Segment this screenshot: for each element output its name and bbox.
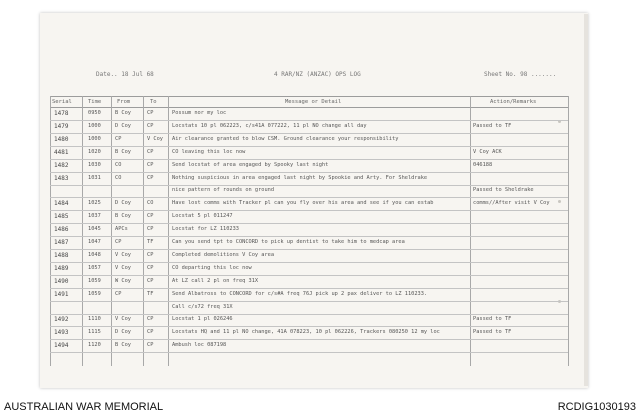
table-row <box>50 173 568 185</box>
table-row <box>50 121 568 133</box>
from-cell: CP <box>115 135 122 142</box>
message-cell: Locstat 1 pl 026246 <box>172 316 233 323</box>
from-cell: CP <box>115 239 122 245</box>
serial-cell: 1485 <box>54 213 69 221</box>
time-cell: 1057 <box>88 264 101 271</box>
table-row <box>50 224 568 236</box>
from-cell: V Coy <box>115 264 131 271</box>
log-date: Date.. 18 Jul 68 <box>96 71 154 78</box>
to-cell: CP <box>147 174 154 181</box>
from-cell: CP <box>115 290 122 297</box>
row-rule <box>50 352 568 353</box>
message-cell: CO departing this loc now <box>172 264 252 271</box>
message-cell: Locstats 10 pl 062223, c/s41A 077222, 11 pl NO change all day <box>172 122 367 129</box>
column-divider <box>568 96 569 366</box>
message-cell: Send locstat of area engaged by Spooky last night <box>172 161 329 168</box>
from-cell: CO <box>115 174 122 181</box>
message-cell: nice pattern of rounds on ground <box>172 187 275 194</box>
action-cell: comms//After visit V Coy <box>473 200 550 207</box>
time-cell: 1115 <box>88 329 101 336</box>
serial-cell: 1492 <box>54 316 69 324</box>
from-cell: B Coy <box>115 342 131 349</box>
time-cell: 1030 <box>88 161 101 168</box>
table-row <box>50 198 568 210</box>
table-top-rule <box>50 96 568 97</box>
message-cell: Ambush loc 087198 <box>172 342 227 349</box>
table-row <box>50 237 568 249</box>
table-row <box>50 108 568 120</box>
message-cell: Can you send tpt to CONCORD to pick up dentist to take him to medcap area <box>172 239 405 245</box>
table-row <box>50 250 568 262</box>
to-cell: TF <box>147 290 154 297</box>
message-cell: Have lost comms with Tracker pl can you fly over his area and see if you can estab <box>172 200 434 207</box>
sheet-number: Sheet No. 98 ....... <box>484 71 557 78</box>
column-header-to: To <box>150 99 157 105</box>
from-cell: B Coy <box>115 213 131 220</box>
from-cell: D Coy <box>115 200 131 207</box>
serial-cell: 1483 <box>54 174 69 182</box>
serial-cell: 1486 <box>54 226 69 234</box>
time-cell: 1025 <box>88 200 101 207</box>
table-row <box>50 340 568 352</box>
table-row <box>50 185 568 197</box>
action-cell: Passed to Sheldrake <box>473 187 534 194</box>
serial-cell: 1490 <box>54 277 69 285</box>
serial-cell: 1482 <box>54 161 69 169</box>
time-cell: 1031 <box>88 174 101 181</box>
from-cell: V Coy <box>115 316 131 323</box>
serial-cell: 1479 <box>54 122 69 130</box>
time-cell: 1000 <box>88 122 101 129</box>
action-cell: V Coy ACK <box>473 148 502 155</box>
to-cell: CP <box>147 342 154 349</box>
table-row <box>50 134 568 146</box>
table-row <box>50 263 568 275</box>
to-cell: CP <box>147 251 154 258</box>
table-row <box>50 302 568 314</box>
to-cell: CP <box>147 110 154 116</box>
message-cell: Send Albatross to CONCORD for c/s#A freq 76J pick up 2 pax deliver to LZ 110233. <box>172 290 428 297</box>
time-cell: 1059 <box>88 290 101 297</box>
column-header-from: From <box>117 99 131 105</box>
action-cell: 046188 <box>473 161 493 168</box>
from-cell: D Coy <box>115 122 131 129</box>
serial-cell: 1488 <box>54 251 69 259</box>
serial-cell: 1494 <box>54 342 69 350</box>
serial-cell: 1480 <box>54 135 69 143</box>
to-cell: V Coy <box>147 135 163 142</box>
message-cell: Air clearance granted to blow CSM. Ground clearance your responsibility <box>172 135 399 142</box>
message-cell: CO leaving this loc now <box>172 148 246 155</box>
message-cell: Locstat 5 pl 011247 <box>172 213 233 220</box>
to-cell: CP <box>147 148 154 155</box>
time-cell: 1110 <box>88 316 101 323</box>
time-cell: 1045 <box>88 226 101 233</box>
column-header-serial: Serial <box>52 99 72 105</box>
message-cell: Call c/s72 freq 31X <box>172 303 233 310</box>
from-cell: V Coy <box>115 251 131 258</box>
serial-cell: 1478 <box>54 110 69 117</box>
time-cell: 1000 <box>88 135 101 142</box>
message-cell: Completed demolitions V Coy area <box>172 251 275 258</box>
column-header-time: Time <box>88 99 102 105</box>
serial-cell: 1491 <box>54 290 69 298</box>
from-cell: D Coy <box>115 329 131 336</box>
from-cell: B Coy <box>115 148 131 155</box>
message-cell: Possum nor my loc <box>172 110 227 116</box>
column-header-message: Message or Detail <box>285 99 342 105</box>
serial-cell: 1487 <box>54 239 69 246</box>
from-cell: APCs <box>115 226 128 233</box>
to-cell: CP <box>147 226 154 233</box>
serial-cell: 4481 <box>54 148 69 156</box>
serial-cell: 1484 <box>54 200 69 208</box>
time-cell: 1048 <box>88 251 101 258</box>
table-row <box>50 327 568 339</box>
to-cell: CO <box>147 200 154 207</box>
to-cell: CP <box>147 316 154 323</box>
serial-cell: 1493 <box>54 329 69 337</box>
table-row <box>50 289 568 301</box>
message-cell: Locstats HQ and 11 pl NO change, 41A 078223, 10 pl 062226, Trackers 080250 12 my loc <box>172 329 440 336</box>
time-cell: 1020 <box>88 148 101 155</box>
from-cell: CO <box>115 161 122 168</box>
log-title: 4 RAR/NZ (ANZAC) OPS LOG <box>274 71 361 78</box>
table-row <box>50 314 568 326</box>
time-cell: 1047 <box>88 239 101 245</box>
to-cell: TF <box>147 239 154 245</box>
action-cell: Passed to TF <box>473 316 512 323</box>
action-cell: Passed to TF <box>473 122 512 129</box>
message-cell: Locstat for LZ 110233 <box>172 226 239 233</box>
action-cell: Passed to TF <box>473 329 512 336</box>
time-cell: 1059 <box>88 277 101 284</box>
time-cell: 0950 <box>88 110 101 116</box>
to-cell: CP <box>147 213 154 220</box>
to-cell: CP <box>147 161 154 168</box>
time-cell: 1120 <box>88 342 101 349</box>
column-header-action: Action/Remarks <box>490 99 537 105</box>
to-cell: CP <box>147 277 154 284</box>
to-cell: CP <box>147 264 154 271</box>
message-cell: At LZ call 2 pl on freq 31X <box>172 277 259 284</box>
time-cell: 1037 <box>88 213 101 220</box>
table-row <box>50 211 568 223</box>
table-row <box>50 160 568 172</box>
message-cell: Nothing suspicious in area engaged last night by Spookie and Arty. For Sheldrake <box>172 174 428 181</box>
table-row <box>50 276 568 288</box>
archive-credit: AUSTRALIAN WAR MEMORIAL <box>4 401 164 413</box>
page-edge <box>584 14 588 386</box>
serial-cell: 1489 <box>54 264 69 272</box>
from-cell: W Coy <box>115 277 131 284</box>
to-cell: CP <box>147 329 154 336</box>
from-cell: B Coy <box>115 110 131 116</box>
to-cell: CP <box>147 122 154 129</box>
table-row <box>50 147 568 159</box>
record-id: RCDIG1030193 <box>557 401 636 413</box>
